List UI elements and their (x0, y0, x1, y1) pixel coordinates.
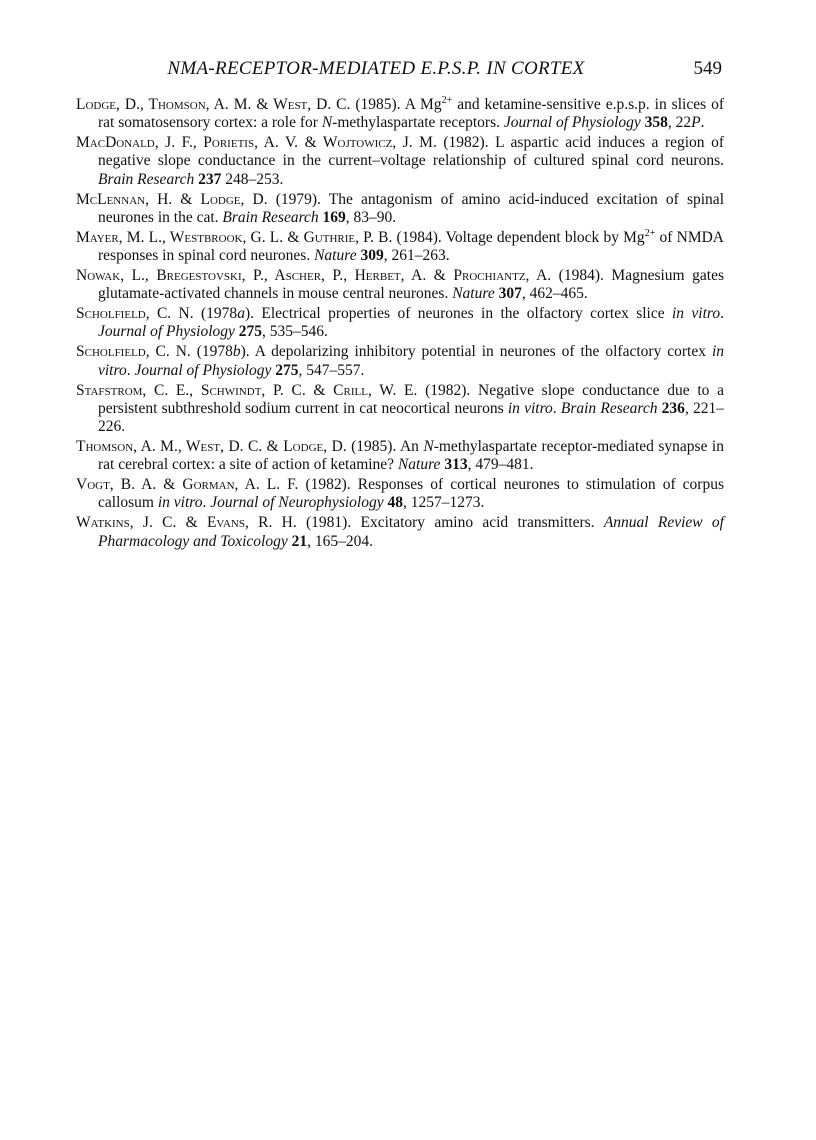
reference-year-end: ). (240, 343, 255, 361)
reference-volume: 309 (356, 247, 384, 265)
reference-journal: Journal of Neurophysiology (210, 494, 384, 512)
reference-title: -methylaspartate receptors. (332, 114, 504, 132)
reference-title-italic: N (423, 438, 434, 456)
reference-end: . (700, 114, 705, 132)
reference-journal: Nature (397, 456, 441, 474)
reference-list (76, 96, 724, 553)
reference-pages-suffix: P (691, 114, 701, 132)
reference-volume: 275 (234, 323, 263, 341)
reference-year: (1982). (298, 476, 358, 494)
reference-title-end: . (202, 494, 211, 512)
reference-title: L aspartic acid induces a region of negative slope conductance in the current–voltage relationship of cultured spinal cord neurons. (98, 134, 724, 170)
superscript: 2+ (644, 227, 656, 239)
reference-pages: , 165–204. (307, 532, 373, 550)
reference-title: Voltage dependent block by Mg (445, 228, 645, 246)
reference-volume: 237 (194, 170, 222, 188)
reference-pages: , 535–546. (262, 323, 328, 341)
reference-authors: Mayer, M. L., Westbrook, G. L. & Guthrie, P. B. (76, 228, 393, 246)
reference-scholfield-1978a (76, 305, 724, 341)
reference-vogt-1982 (76, 476, 724, 512)
reference-year: (1979). (267, 190, 329, 208)
reference-mclennan-1979 (76, 191, 724, 227)
reference-authors: Lodge, D., Thomson, A. M. & West, D. C. (76, 96, 351, 113)
reference-title: Excitatory amino acid transmitters. (360, 514, 604, 532)
running-title: NMA-RECEPTOR-MEDIATED E.P.S.P. IN CORTEX (167, 58, 585, 79)
reference-year: (1982). (436, 134, 496, 152)
reference-volume: 48 (383, 494, 403, 512)
reference-scholfield-1978b (76, 343, 724, 379)
reference-year: (1978 (193, 305, 238, 323)
reference-year: (1981). (296, 514, 361, 532)
reference-title: Responses of cortical neurones to stimulation of corpus callosum (98, 476, 724, 512)
reference-title: of NMDA responses in spinal cord neurones. (98, 228, 724, 265)
reference-stafstrom-1982 (76, 382, 724, 437)
reference-pages: , 462–465. (521, 285, 588, 303)
reference-journal: Brain Research (222, 208, 319, 226)
reference-pages: , 22 (667, 114, 692, 132)
reference-title-italic: in vitro (507, 399, 553, 417)
reference-volume: 275 (271, 361, 299, 379)
reference-volume: 307 (494, 285, 522, 303)
reference-title: and ketamine-sensitive e.p.s.p. in slices of rat somatosensory cortex: a role for (98, 96, 724, 132)
reference-authors: Scholfield, C. N. (76, 343, 191, 361)
reference-authors: Stafstrom, C. E., Schwindt, P. C. & Crill, W. E. (76, 381, 418, 399)
reference-journal: Annual Review of Pharmacology and Toxicology (98, 514, 724, 550)
reference-journal: Brain Research (98, 170, 195, 188)
reference-title: Negative slope conductance due to a persistent subthreshold sodium current in cat neocortical neurons (98, 381, 724, 417)
reference-volume: 236 (657, 399, 685, 417)
reference-title: Magnesium gates glutamate-activated channels in mouse central neurones. (98, 267, 724, 303)
reference-authors: Watkins, J. C. & Evans, R. H. (76, 514, 297, 532)
reference-journal: Journal of Physiology (134, 361, 272, 379)
reference-title-italic: in vitro (98, 343, 724, 379)
reference-year: (1978 (190, 343, 233, 361)
reference-nowak-1984 (76, 267, 724, 303)
reference-title-end: . (720, 305, 725, 323)
reference-watkins-1981 (76, 514, 724, 550)
reference-year: (1984). (551, 267, 612, 285)
reference-pages: , 221–226. (98, 399, 725, 436)
reference-pages: , 83–90. (345, 208, 397, 226)
reference-title: Electrical properties of neurones in the olfactory cortex slice (261, 305, 672, 323)
reference-pages: , 261–263. (383, 247, 450, 265)
reference-title-end: . (552, 399, 561, 417)
reference-year-suffix: b (232, 343, 241, 361)
reference-pages: 248–253. (221, 170, 284, 188)
reference-pages: , 1257–1273. (402, 494, 485, 512)
reference-title: -methylaspartate receptor-mediated synapse in rat cerebral cortex: a site of action of ketamine? (98, 438, 724, 474)
reference-authors: Scholfield, C. N. (76, 305, 194, 323)
reference-title-italic: in vitro (672, 305, 721, 323)
reference-authors: Vogt, B. A. & Gorman, A. L. F. (76, 476, 299, 494)
reference-title: An (399, 438, 424, 456)
reference-thomson-1985 (76, 438, 724, 474)
reference-pages: , 547–557. (298, 361, 365, 379)
reference-title: A depolarizing inhibitory potential in neurones of the olfactory cortex (254, 343, 712, 361)
page-number: 549 (693, 58, 722, 79)
reference-lodge-1985 (76, 96, 724, 132)
reference-journal: Nature (314, 247, 357, 265)
reference-journal: Brain Research (560, 399, 658, 417)
reference-year: (1985). (346, 438, 400, 456)
reference-year-suffix: a (237, 305, 245, 323)
reference-volume: 169 (318, 208, 346, 226)
reference-authors: McLennan, H. & Lodge, D. (76, 190, 268, 208)
reference-title-italic: N (321, 114, 333, 132)
reference-journal: Nature (452, 285, 495, 303)
reference-volume: 21 (287, 532, 308, 550)
reference-authors: Thomson, A. M., West, D. C. & Lodge, D. (76, 438, 347, 456)
reference-year: (1985). (350, 96, 405, 113)
reference-volume: 313 (440, 456, 468, 474)
reference-title: A Mg (404, 96, 442, 113)
running-head (70, 58, 722, 84)
reference-title-italic: in vitro (157, 494, 203, 512)
reference-journal: Journal of Physiology (503, 114, 641, 132)
reference-year: (1984). (392, 228, 446, 246)
reference-volume: 358 (640, 114, 668, 132)
reference-authors: Nowak, L., Bregestovski, P., Ascher, P., Herbet, A. & Prochiantz, A. (76, 267, 552, 285)
reference-mayer-1984 (76, 229, 724, 265)
reference-title: The antagonism of amino acid-induced excitation of spinal neurones in the cat. (98, 190, 724, 226)
reference-authors: MacDonald, J. F., Porietis, A. V. & Wojtowicz, J. M. (76, 134, 437, 152)
reference-macdonald-1982 (76, 134, 724, 189)
reference-pages: , 479–481. (467, 456, 534, 474)
reference-journal: Journal of Physiology (98, 323, 235, 341)
reference-year-end: ). (244, 305, 262, 323)
superscript: 2+ (441, 94, 453, 106)
reference-year: (1982). (417, 381, 479, 399)
reference-title-end: . (126, 361, 135, 379)
